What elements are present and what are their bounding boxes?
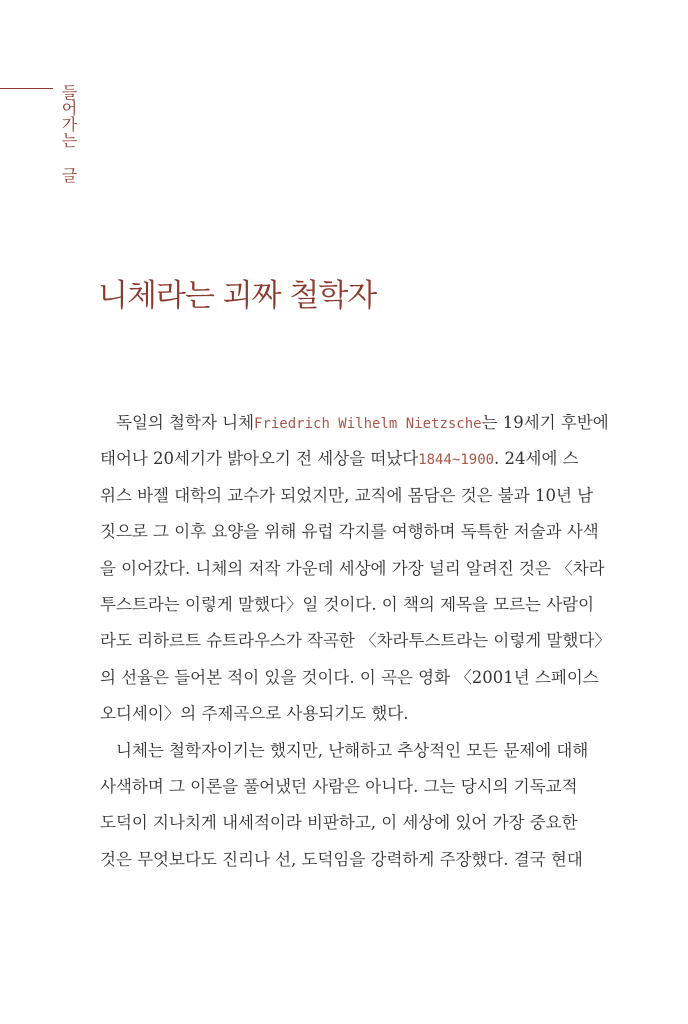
text-run: 독일의 철학자 니체 [116,413,255,432]
section-label: 들어가는 글 [59,84,78,183]
text-line [100,847,583,883]
text-run: 오디세이〉의 주제곡으로 사용되기도 했다. [100,704,409,724]
body-text [100,410,611,883]
text-run: 위스 바젤 대학의 교수가 되었지만, 교직에 몸담은 것은 불과 10년 남 [100,485,594,505]
text-line [100,628,611,664]
text-run: 것은 무엇보다도 진리나 선, 도덕임을 강력하게 주장했다. 결국 현대 [100,849,583,869]
section-rule [0,88,53,89]
paragraph [100,410,611,738]
text-run: 는 19세기 후반에 [481,413,609,432]
text-run: 니체는 철학자이기는 했지만, 난해하고 추상적인 모든 문제에 대해 [116,740,589,760]
text-line [100,483,594,519]
text-line [100,810,578,846]
text-run: 투스트라는 이렇게 말했다〉일 것이다. 이 책의 제목을 모르는 사람이 [100,594,595,614]
text-line [100,592,595,628]
text-run: 을 이어갔다. 니체의 저작 가운데 세상에 가장 널리 알려진 것은 〈차라 [100,558,605,578]
text-line [100,519,599,555]
text-line [100,665,599,701]
text-run: 도덕이 지나치게 내세적이라 비판하고, 이 세상에 있어 가장 중요한 [100,813,578,833]
text-run: 라도 리하르트 슈트라우스가 작곡한 〈차라투스트라는 이렇게 말했다〉 [100,631,611,651]
text-line [100,701,568,737]
text-run: 태어나 20세기가 밝아오기 전 세상을 떠났다 [100,449,419,469]
text-line [100,556,605,592]
text-line [100,738,589,774]
text-line [100,446,579,482]
text-run: 짓으로 그 이후 요양을 위해 유럽 각지를 여행하며 독특한 저술과 사색 [100,522,599,542]
text-run: 사색하며 그 이론을 풀어냈던 사람은 아니다. 그는 당시의 기독교적 [100,776,578,796]
annotation-text: 1844~1900 [418,452,495,469]
text-run: 의 선율은 들어본 적이 있을 것이다. 이 곡은 영화 〈2001년 스페이스 [100,667,599,687]
annotation-text: Friedrich Wilhelm Nietzsche [254,416,482,432]
paragraph [100,738,589,884]
text-line [100,774,578,810]
chapter-title: 니체라는 괴짜 철학자 [98,278,377,314]
text-line [100,410,609,446]
text-run: . 24세에 스 [494,449,579,469]
